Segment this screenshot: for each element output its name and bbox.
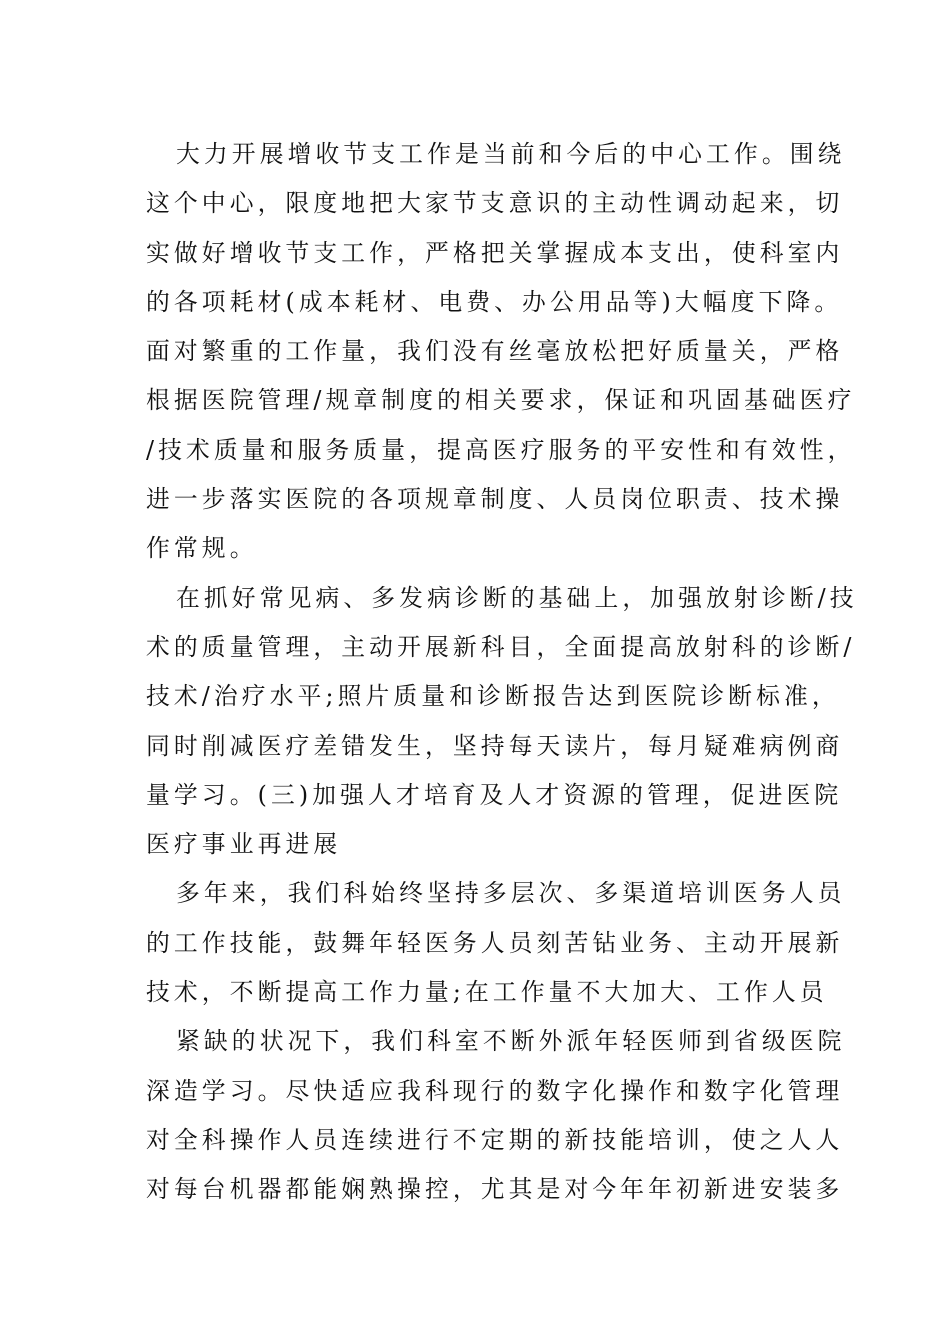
paragraph-4-line-4: 对每台机器都能娴熟操控，尤其是对今年年初新进安装多: [146, 1175, 844, 1204]
paragraph-1-line-2: 这个中心，限度地把大家节支意识的主动性调动起来，切: [146, 189, 844, 218]
paragraph-4-line-3: 对全科操作人员连续进行不定期的新技能培训，使之人人: [146, 1125, 844, 1154]
paragraph-3-line-1: 多年来，我们科始终坚持多层次、多渠道培训医务人员: [176, 879, 846, 908]
paragraph-2-line-6: 医疗事业再进展: [146, 830, 342, 859]
paragraph-1-line-5: 面对繁重的工作量，我们没有丝毫放松把好质量关，严格: [146, 337, 844, 366]
paragraph-2-line-4: 同时削减医疗差错发生，坚持每天读片，每月疑难病例商: [146, 731, 844, 760]
paragraph-4-line-1: 紧缺的状况下，我们科室不断外派年轻医师到省级医院: [176, 1027, 846, 1056]
paragraph-1-line-9: 作常规。: [146, 534, 258, 563]
paragraph-3-line-2: 的工作技能，鼓舞年轻医务人员刻苦钻业务、主动开展新: [146, 928, 844, 957]
paragraph-2-line-1: 在抓好常见病、多发病诊断的基础上，加强放射诊断/技: [176, 583, 858, 612]
paragraph-2-line-2: 术的质量管理，主动开展新科目，全面提高放射科的诊断/: [146, 632, 856, 661]
paragraph-1-line-3: 实做好增收节支工作，严格把关掌握成本支出，使科室内: [146, 238, 844, 267]
paragraph-4-line-2: 深造学习。尽快适应我科现行的数字化操作和数字化管理: [146, 1076, 844, 1105]
paragraph-1-line-6: 根据医院管理/规章制度的相关要求，保证和巩固基础医疗: [146, 386, 856, 415]
paragraph-2-line-5: 量学习。(三)加强人才培育及人才资源的管理，促进医院: [146, 780, 843, 809]
paragraph-2-line-3: 技术/治疗水平;照片质量和诊断报告达到医院诊断标准，: [146, 682, 840, 711]
paragraph-1-line-7: /技术质量和服务质量，提高医疗服务的平安性和有效性，: [146, 435, 856, 464]
paragraph-1-line-8: 进一步落实医院的各项规章制度、人员岗位职责、技术操: [146, 485, 844, 514]
paragraph-1-line-4: 的各项耗材(成本耗材、电费、办公用品等)大幅度下降。: [146, 287, 843, 316]
paragraph-1-line-1: 大力开展增收节支工作是当前和今后的中心工作。围绕: [176, 140, 846, 168]
document-body: [146, 130, 858, 1215]
paragraph-3-line-3: 技术，不断提高工作力量;在工作量不大加大、工作人员: [146, 978, 828, 1007]
